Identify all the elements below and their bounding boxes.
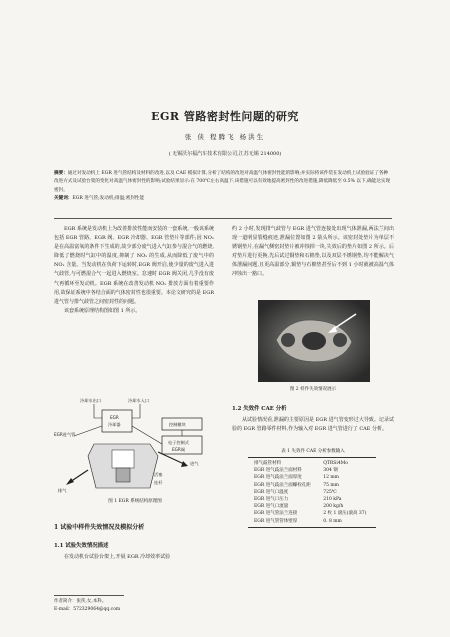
section-1-2-heading: 1.2 失效件 CAE 分析 xyxy=(232,406,287,412)
label-egr-valve-1: 电子控制式 xyxy=(168,440,189,445)
table-cell-value: 304 钢 xyxy=(323,468,338,474)
intro-paragraph: EGR 系统是发动机上为改善排放性能而安装的一套系统,一般该系统包括 EGR 管路、EGR 阀、EGR 冷却器、EGR 管垫片等部件;因 NOₓ 是在高温富氧的条件下生成的,故少部分废气进入气缸参与混合气的燃烧,降低了燃烧时气缸中的温度,抑制了 NOₓ 的生成,从而降低了废气中的 NOₓ 含量。当发动机在负荷下运转时,EGR 阀开启,使少量的废气进入进气歧管,与可燃混合气一起进入燃烧室。怠速时 EGR 阀关闭,几乎没有废气再循环至发动机。EGR 系统在改善发动机 NOₓ 排放方面有着重要作用,故保证系统中各结合面的气体密封性也很重要。本论文研究的是 EGR 进气管与排气歧管之间密封性的问题。 xyxy=(54,226,214,305)
table-cell-value: 0. 8 mm xyxy=(323,518,342,524)
figure-1-caption: 图 1 EGR 系统结构原理图 xyxy=(108,499,162,504)
table-cell-param: EGR 进气口流量 xyxy=(254,504,289,510)
table-row xyxy=(250,518,374,525)
table-cell-value: QTRSi4Mo xyxy=(323,461,348,466)
label-egr-pipe: EGR进气管 xyxy=(54,432,76,437)
abstract-text: 通过对发动机上 EGR 进气管结构及材料的改进,以及 CAE 模拟计算,分析了结构的改进对高温气体密封性能的影响;并实际将该件装在发动机上试验验证了各种改进方式及试验台架的变化对高温气体密封性的影响;试验结果显示:在 700℃左右高温下,该措施可以有效地提高密封性的改进措施,降低降低至 0.5% 以下,确能达实现密封。 xyxy=(54,171,391,193)
footnote-author: 作者简介：张侠,女,本科。 xyxy=(54,599,107,604)
table-top-rule xyxy=(248,457,376,458)
label-egr-cooler-2: 冷却器 xyxy=(108,422,121,427)
table-cell-value: 2 枚 1 滚压(滚高 37) xyxy=(323,511,367,517)
table-row xyxy=(250,460,374,467)
label-control: 控制模块 xyxy=(169,422,186,427)
table-1-caption: 表 1 失效件 CAE 分析参数输入 xyxy=(281,449,345,454)
section-1-1-paragraph: 在发动机台试验台架上,开展 EGR 冷却效率试验 xyxy=(64,554,171,560)
keywords-text: EGR 进气管;发动机;排温;密封性能 xyxy=(72,196,145,202)
section-1-heading: 1 试验中样件失效情况及模拟分析 xyxy=(54,524,145,531)
affiliation: ( 无锡沃尔福汽车技术有限公司,江苏无锡 214000) xyxy=(168,151,282,157)
label-intake: 进气 xyxy=(190,461,199,466)
table-cell-param: EGR 进气管管体壁厚 xyxy=(254,518,298,524)
table-cell-param: EGR 进气歧法兰面厚度 xyxy=(254,475,302,481)
section-1-1-text xyxy=(54,553,214,562)
label-rod: 连杆 xyxy=(154,480,163,485)
figure-2-photo xyxy=(258,300,370,382)
paper-title: EGR 管路密封性问题的研究 xyxy=(151,110,299,123)
left-column xyxy=(54,225,214,316)
section-1-1-heading: 1.1 试验失效情况描述 xyxy=(54,543,109,549)
table-cell-value: 725℃ xyxy=(323,489,337,495)
keywords-label: 关键词： xyxy=(54,196,73,202)
label-egr-valve-2: EGR阀 xyxy=(172,447,185,452)
label-egr-cooler-1: EGR xyxy=(110,415,119,420)
label-piston: 活塞 xyxy=(154,472,163,477)
table-cell-value: 12 mm xyxy=(323,475,339,481)
table-row xyxy=(250,467,374,474)
table-cell-param: 排气歧管材料 xyxy=(254,461,281,466)
footnote-rule xyxy=(54,595,124,596)
authors: 张 侠 程腾飞 杨洪生 xyxy=(184,133,266,141)
label-cold-out: 冷却水出口 xyxy=(80,398,101,403)
table-bottom-rule xyxy=(248,527,376,528)
abstract-label: 摘要： xyxy=(54,171,68,176)
table-cell-param: EGR 进气歧法兰面螺栓孔距 xyxy=(254,482,311,488)
table-1 xyxy=(250,460,374,525)
footnote-email: E-mail：572329064@qq.com xyxy=(54,606,121,612)
right-column xyxy=(232,225,394,280)
figure-2-caption: 图 2 样件失效情况展示 xyxy=(289,387,337,392)
table-row xyxy=(250,510,374,517)
table-row xyxy=(250,496,374,503)
table-cell-value: 75 mm xyxy=(323,482,339,488)
label-exhaust: 排气 xyxy=(58,488,67,493)
figure-1-diagram xyxy=(54,396,216,494)
table-row xyxy=(250,474,374,481)
intro-paragraph-2: 该套系统原理结构图如图 1 所示。 xyxy=(64,307,141,314)
table-row xyxy=(250,489,374,496)
table-cell-param: EGR 进气口压力 xyxy=(254,497,289,503)
footnote xyxy=(54,598,120,613)
table-cell-param: EGR 进气管法兰连接 xyxy=(254,511,298,517)
section-1-2-text xyxy=(232,416,394,434)
table-row xyxy=(250,503,374,510)
abstract xyxy=(54,170,392,204)
label-cold-in: 冷却水入口 xyxy=(128,398,149,403)
table-cell-value: 200 kg/h xyxy=(323,504,344,510)
table-cell-param: EGR 进气歧法兰面材料 xyxy=(254,468,302,474)
right-top-paragraph: 约 2 小时,发现排气歧管与 EGR 进气管连接处出现气体泄漏,两法兰间出现一道明显裂缝痕迹,泄漏位置如图 2 箭头所示。该密封处垫片为单层不锈钢垫片,在漏气侧密封垫片被冲蚀掉一块,失效后的垫片如图 2 所示。后对垫片进行更换,先后试过铜垫和石棉垫,以及双层不锈钢垫,均不能解决气体泄漏问题,且更高温部分,铜垫与石棉垫甚至后不到 1 小时就被高温气体冲蚀出一豁口。 xyxy=(232,226,394,278)
table-row xyxy=(250,482,374,489)
section-1-2-paragraph: 从试验情况看,泄漏的主要原因是 EGR 进气管变形过大导致。记录试验的 EGR 管路零件材料,作为输入对 EGR 进气管进行了 CAE 分析。 xyxy=(232,417,394,433)
table-cell-value: 210 kPa xyxy=(323,497,342,503)
abstract-divider xyxy=(54,218,392,219)
table-cell-param: EGR 进气口温度 xyxy=(254,489,289,495)
